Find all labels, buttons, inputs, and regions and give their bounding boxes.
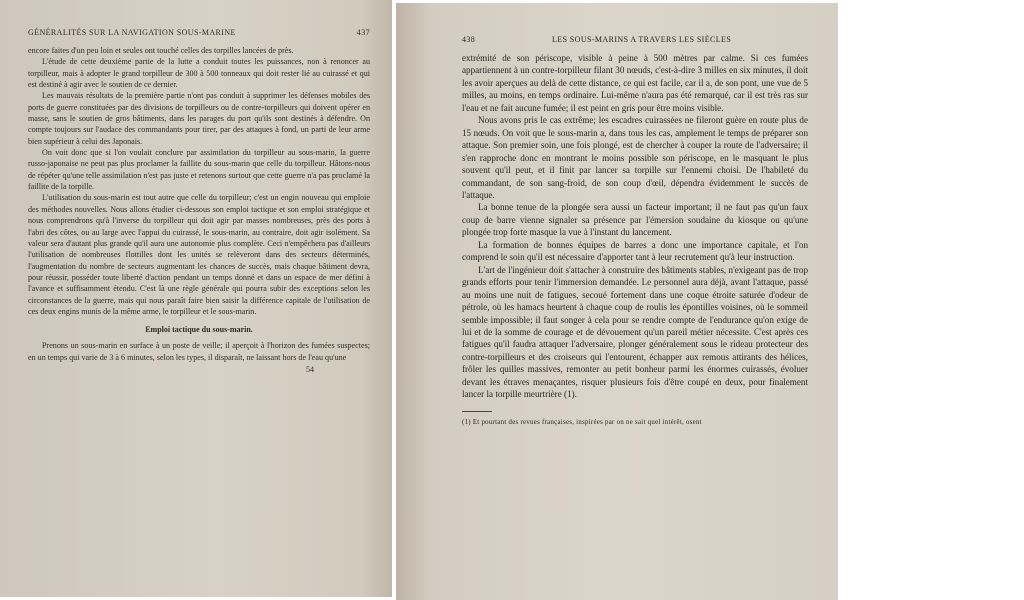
left-paragraph-2: L'étude de cette deuxième partie de la lutte a conduit toutes les puissances, non à renoncer au torpilleur, mais à adopter le grand torpilleur de 300 à 500 tonneaux qui doit rester lié au cuirassé et qui est destiné à agir avec le soutien de ce dernier. — [28, 57, 370, 90]
right-paragraph-1: extrémité de son périscope, visible à peine à 500 mètres par calme. Si ces fumées appartiennent à un contre-torpilleur filant 30 nœuds, c'est-à-dire 3 milles en six minutes, il doit les avoir aperçues au delà de cette distance, ce qui est facile, car il a, de son pont, une vue de 5 milles, au moins, en temps ordinaire. Lui-même n'aura pas été remarqué, car il est très ras sur l'eau et ne fait aucune fumée; il est peint en gris pour être moins visible. — [462, 53, 808, 113]
right-page-number: 438 — [462, 35, 476, 44]
section-heading: Emploi tactique du sous-marin. — [145, 325, 253, 335]
left-page-number: 437 — [356, 28, 370, 37]
right-page — [396, 3, 838, 600]
right-running-head — [462, 35, 808, 44]
right-running-title: LES SOUS-MARINS A TRAVERS LES SIÈCLES — [551, 35, 732, 44]
right-paragraph-4: La formation de bonnes équipes de barres a donc une importance capitale, et l'on comprend le soin qu'il est nécessaire d'apporter tant à leur recrutement qu'à leur instruction. — [462, 239, 808, 263]
signature-mark: 54 — [306, 364, 314, 374]
left-running-title: GÉNÉRALITÉS SUR LA NAVIGATION SOUS-MARINE — [28, 28, 236, 37]
right-paragraph-3: La bonne tenue de la plongée sera aussi un facteur important; il ne faut pas qu'un faux coup de barre vienne signaler sa présence par l'émersion soudaine du kiosque ou qu'une plongée trop forte masque la vue à l'instant du lancement. — [462, 202, 808, 238]
right-paragraph-2: Nous avons pris le cas extrême; les escadres cuirassées ne fileront guère en route plus de 15 nœuds. On voit que le sous-marin a, dans tous les cas, amplement le temps de préparer son attaque. Son premier soin, une fois plongé, est de chercher à couper la route de l'adversaire; il s'en rapproche donc en montrant le moins possible son périscope, en le masquant le plus souvent qu'il peut, et il finit par lancer sa torpille sur l'ennemi choisi. De l'habileté du commandant, de son sang-froid, de son coup d'œil, dépendra évidemment le succès de l'attaque. — [462, 115, 808, 200]
left-paragraph-1: encore faites d'un peu loin et seules ont touché celles des torpilles lancées de près. — [28, 46, 294, 55]
footnote: (1) Et pourtant des revues françaises, inspirées par on ne sait quel intérêt, osent — [462, 418, 702, 426]
right-paragraph-5: L'art de l'ingénieur doit s'attacher à construire des bâtiments stables, n'exigeant pas de trop grands efforts pour tenir l'immersion demandée. Le personnel aura déjà, avant l'attaque, passé au moins une nuit de fatigues, secoué fortement dans une coque étroite saturée d'odeur de pétrole, où les hamacs heurtent à chaque coup de roulis les épontilles voisines, où le sommeil semble impossible; il faut songer à cela pour se rendre compte de l'endurance qu'on exige de lui et de la somme de courage et de dévouement qu'un pareil métier nécessite. C'est après ces fatigues qu'il faudra attaquer l'adversaire, plonger généralement sous le rideau protecteur des contre-torpilleurs et des croiseurs qui l'entourent, échapper aux remous attirants des hélices, frôler les quilles massives, remonter au petit bonheur parmi les énormes cuirassés, évoluer devant les étraves menaçantes, risquer plusieurs fois d'être coupé en deux, pour finalement lancer la torpille meurtrière (1). — [462, 264, 808, 400]
left-page — [0, 0, 392, 597]
left-paragraph-4: On voit donc que si l'on voulait conclure par assimilation du torpilleur au sous-marin, la guerre russo-japonaise ne peut pas plus proclamer la faillite du sous-marin que celle du torpilleur. Hâtons-nous de répéter qu'une telle assimilation n'est pas juste et retenons surtout que cette guerre n'a pas proclamé la faillite de la torpille. — [28, 148, 370, 192]
left-running-head — [28, 28, 370, 37]
left-paragraph-5: L'utilisation du sous-marin est tout autre que celle du torpilleur; c'est un engin nouveau qui emploie des méthodes nouvelles. Nous allons étudier ci-dessous son emploi tactique et son emploi stratégique et nous comprendrons qu'à l'inverse du torpilleur qui doit agir par masses nombreuses, près des ports à l'abri des côtes, ou au large avec l'appui du cuirassé, le sous-marin, au contraire, doit agir isolément. Sa valeur sera d'autant plus grande qu'il aura une autonomie plus complète. Ceci n'empêchera pas d'ailleurs l'utilisation de nombreuses flottilles dont les unités se relèveront dans des secteurs déterminés, l'augmentation du nombre de secteurs augmentant les chances de succès, mais chaque bâtiment devra, pour réussir, posséder toute liberté d'action pendant un temps donné et dans un espace de mer défini à l'avance et suffisamment étendu. C'est là une règle générale qui pourra subir des exceptions selon les circonstances de la guerre, mais qui nous paraît faire bien saisir la différence capitale de l'utilisation de ces deux engins munis de la même arme, le torpilleur et le sous-marin. — [28, 193, 370, 316]
left-paragraph-3: Les mauvais résultats de la première partie n'ont pas conduit à supprimer les défenses mobiles des ports de guerre constituées par des divisions de torpilleurs ou de contre-torpilleurs qui doivent opérer en masse, sans le soutien de gros bâtiments, dans les parages du port qu'ils sont destinés à défendre. On compte toujours sur l'audace des commandants pour tirer, par des attaques à fond, un parti de leur arme bien supérieur à celui des Japonais. — [28, 91, 370, 146]
footnote-rule — [462, 411, 492, 412]
left-final-paragraph: Prenons un sous-marin en surface à un poste de veille; il aperçoit à l'horizon des fumées suspectes; en un temps qui varie de 3 à 6 minutes, selon les types, il disparaît, ne laissant hors de l'eau qu'une — [28, 341, 370, 362]
